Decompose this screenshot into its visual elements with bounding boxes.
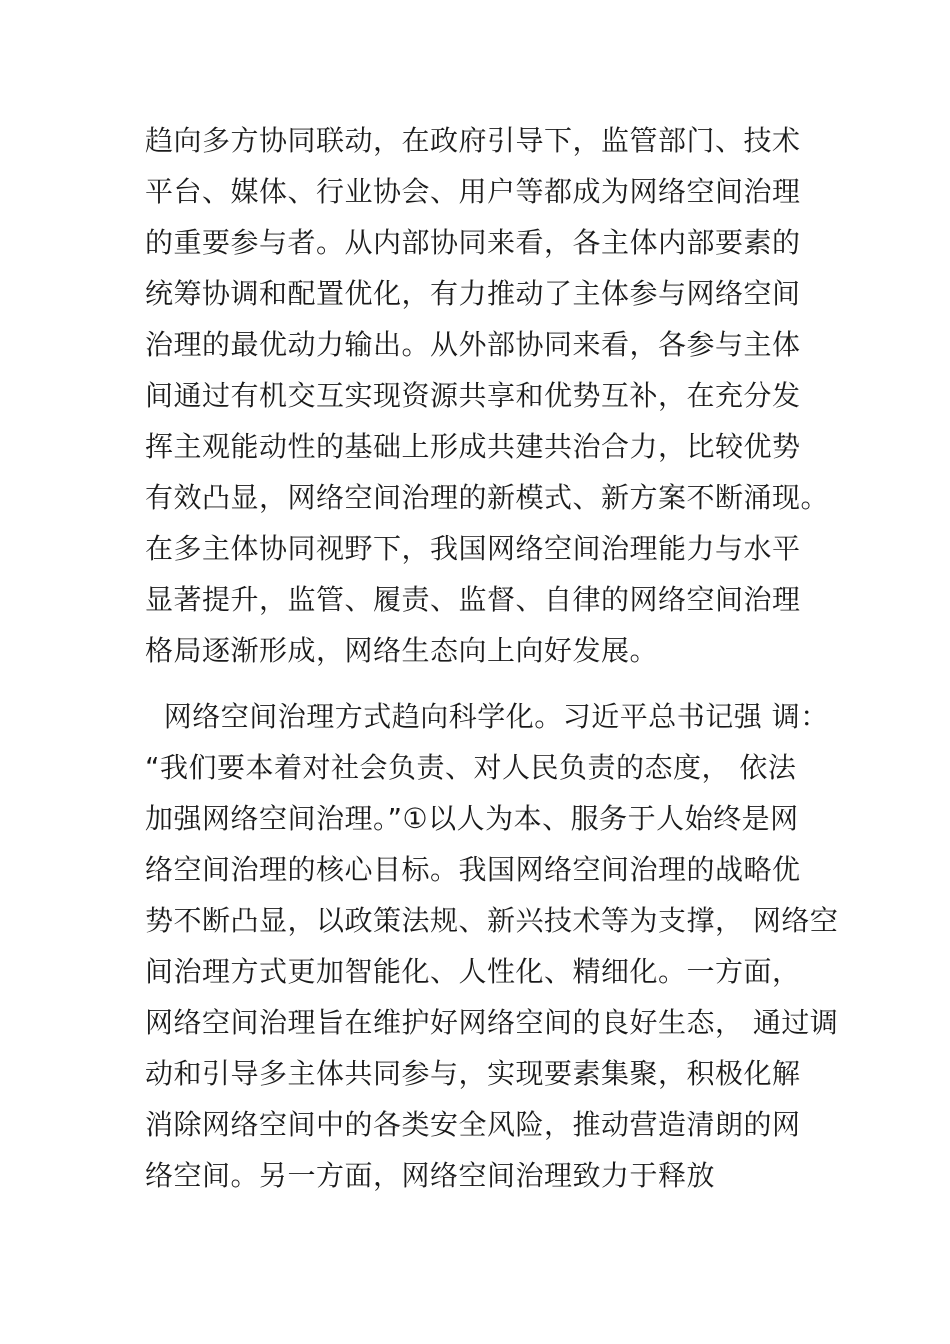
paragraph-scientific-governance <box>145 691 845 1201</box>
text-line: “我们要本着对社会负责、对人民负责的态度， 依法 <box>145 751 797 784</box>
text-line: 消除网络空间中的各类安全风险，推动营造清朗的网 <box>145 1108 801 1141</box>
text-line: 动和引导多主体共同参与，实现要素集聚，积极化解 <box>145 1057 801 1090</box>
text-line: 在多主体协同视野下，我国网络空间治理能力与水平 <box>145 532 801 565</box>
text-line: 治理的最优动力输出。从外部协同来看，各参与主体 <box>145 328 801 361</box>
text-line: 网络空间治理旨在维护好网络空间的良好生态， 通过调 <box>145 1006 839 1039</box>
text-line: 有效凸显，网络空间治理的新模式、新方案不断涌现。 <box>145 481 830 514</box>
paragraph-multi-party-collaboration <box>145 115 845 676</box>
text-line: 显著提升，监管、履责、监督、自律的网络空间治理 <box>145 583 801 616</box>
text-line: 的重要参与者。从内部协同来看，各主体内部要素的 <box>145 226 801 259</box>
text-line: 势不断凸显，以政策法规、新兴技术等为支撑， 网络空 <box>145 904 839 937</box>
text-line: 趋向多方协同联动，在政府引导下，监管部门、技术 <box>145 124 801 157</box>
text-line: 挥主观能动性的基础上形成共建共治合力，比较优势 <box>145 430 801 463</box>
text-line: 平台、媒体、行业协会、用户等都成为网络空间治理 <box>145 175 801 208</box>
text-line: 间治理方式更加智能化、人性化、精细化。一方面， <box>145 955 801 988</box>
text-line: 加强网络空间治理。”①以人为本、服务于人始终是网 <box>145 802 799 835</box>
text-line: 间通过有机交互实现资源共享和优势互补，在充分发 <box>145 379 801 412</box>
text-line: 统筹协调和配置优化，有力推动了主体参与网络空间 <box>145 277 801 310</box>
text-line: 网络空间治理方式趋向科学化。习近平总书记强 调： <box>145 700 829 733</box>
text-line: 络空间。另一方面，网络空间治理致力于释放 <box>145 1159 716 1192</box>
text-line: 格局逐渐形成，网络生态向上向好发展。 <box>145 634 659 667</box>
text-line: 络空间治理的核心目标。我国网络空间治理的战略优 <box>145 853 801 886</box>
